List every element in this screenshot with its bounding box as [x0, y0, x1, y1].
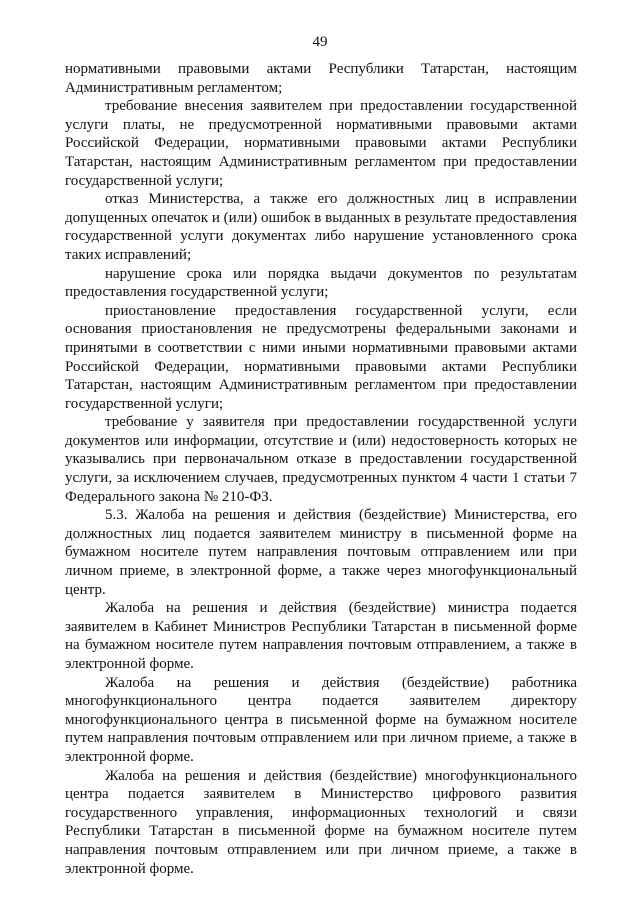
paragraph: нарушение срока или порядка выдачи документов по результатам предоставления государственной услуги;	[65, 265, 577, 301]
paragraph: отказ Министерства, а также его должностных лиц в исправлении допущенных опечаток и (или) ошибок в выданных в результате предоставления государственной услуги документах либо нарушение установленного срока таких исправлений;	[65, 191, 577, 263]
page-number: 49	[312, 34, 328, 50]
paragraph: требование внесения заявителем при предоставлении государственной услуги платы, не предусмотренной нормативными правовыми актами Российской Федерации, нормативными правовыми актами Республики Татарстан, настоящим Административным регламентом при предоставлении государственной услуги;	[65, 98, 577, 189]
paragraph: нормативными правовыми актами Республики Татарстан, настоящим Административным регламентом;	[65, 61, 577, 96]
paragraph: требование у заявителя при предоставлении государственной услуги документов или информации, отсутствие и (или) недостоверность которых не указывались при первоначальном отказе в предоставлении государственной услуги, за исключением случаев, предусмотренных пунктом 4 части 1 статьи 7 Федерального закона № 210-ФЗ.	[65, 414, 577, 505]
paragraph: приостановление предоставления государственной услуги, если основания приостановления не предусмотрены федеральными законами и принятыми в соответствии с ними иными нормативными правовыми актами Российской Федерации, нормативными правовыми актами Республики Татарстан, настоящим Административным регламентом при предоставлении государственной услуги;	[65, 302, 577, 412]
paragraph: Жалоба на решения и действия (бездействие) работника многофункционального центра подается заявителем директору многофункционального центра в письменной форме на бумажном носителе путем направления почтовым отправлением или при личном приеме, а также в электронной форме.	[65, 674, 577, 765]
paragraph: 5.3. Жалоба на решения и действия (бездействие) Министерства, его должностных лиц подается заявителем министру в письменной форме на бумажном носителе путем направления почтовым отправлением или при личном приеме, в электронной форме, а также через многофункциональный центр.	[65, 507, 577, 598]
paragraph: Жалоба на решения и действия (бездействие) министра подается заявителем в Кабинет Министров Республики Татарстан в письменной форме на бумажном носителе путем направления почтовым отправлением, а также в электронной форме.	[65, 600, 577, 672]
paragraph: Жалоба на решения и действия (бездействие) многофункционального центра подается заявителем в Министерство цифрового развития государственного управления, информационных технологий и связи Республики Татарстан в письменной форме на бумажном носителе путем направления почтовым отправлением или при личном приеме, а также в электронной форме.	[65, 767, 577, 877]
document-body	[65, 60, 577, 878]
